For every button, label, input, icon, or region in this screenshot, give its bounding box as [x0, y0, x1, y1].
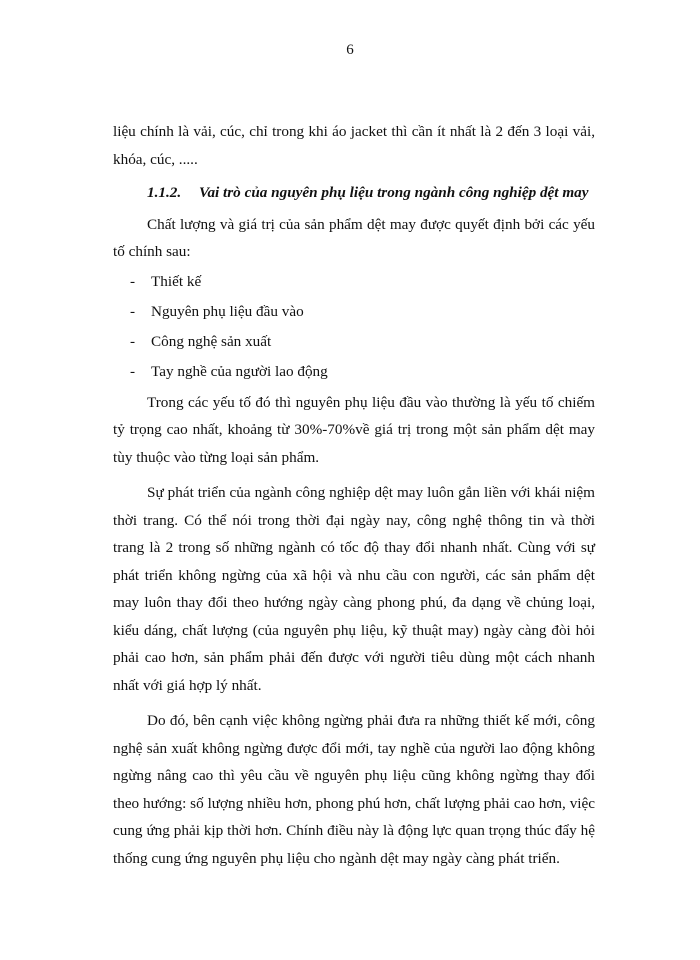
bullet-dash: - — [130, 332, 136, 350]
section-heading — [113, 179, 595, 207]
list-item-text: Nguyên phụ liệu đầu vào — [151, 302, 304, 320]
bullet-dash: - — [130, 302, 136, 320]
bullet-dash: - — [130, 272, 136, 290]
list-item — [113, 327, 595, 357]
list-item — [113, 357, 595, 387]
factor-list — [113, 267, 595, 387]
body-paragraph: Trong các yếu tố đó thì nguyên phụ liệu đầu vào thường là yếu tố chiếm tỷ trọng cao nhất, khoảng từ 30%-70%về giá trị trong một sản phẩm dệt may tùy thuộc vào từng loại sản phẩm. — [113, 393, 595, 466]
list-item-text: Tay nghề của người lao động — [151, 362, 328, 380]
continuation-paragraph: liệu chính là vải, cúc, chỉ trong khi áo jacket thì cần ít nhất là 2 đến 3 loại vải, khóa, cúc, ..... — [113, 123, 595, 168]
list-item-text: Thiết kế — [151, 272, 202, 290]
body-paragraph: Sự phát triển của ngành công nghiệp dệt may luôn gắn liền với khái niệm thời trang. Có thể nói trong thời đại ngày nay, công nghệ thông tin và thời trang là 2 trong số những ngành có tốc độ thay đổi nhanh nhất. Cùng với sự phát triển không ngừng của xã hội và nhu cầu con người, các sản phẩm dệt may luôn thay đổi theo hướng ngày càng phong phú, đa dạng về chủng loại, kiểu dáng, chất lượng (của nguyên phụ liệu, kỹ thuật may) ngày càng đòi hỏi phải cao hơn, sản phẩm phải đến được với người tiêu dùng một cách nhanh nhất với giá hợp lý nhất. — [113, 484, 595, 694]
list-item — [113, 297, 595, 327]
section-title: Vai trò của nguyên phụ liệu trong ngành công nghiệp dệt may — [199, 184, 589, 201]
list-item — [113, 267, 595, 297]
page-number: 6 — [346, 42, 354, 58]
bullet-dash: - — [130, 362, 136, 380]
list-item-text: Công nghệ sản xuất — [151, 332, 272, 350]
intro-paragraph: Chất lượng và giá trị của sản phẩm dệt may được quyết định bởi các yếu tố chính sau: — [113, 215, 595, 260]
page-content — [113, 118, 595, 872]
body-paragraph: Do đó, bên cạnh việc không ngừng phải đưa ra những thiết kế mới, công nghệ sản xuất không ngừng được đổi mới, tay nghề của người lao động không ngừng nâng cao thì yêu cầu về nguyên phụ liệu cũng không ngừng thay đổi theo hướng: số lượng nhiều hơn, phong phú hơn, chất lượng phải cao hơn, việc cung ứng phải kịp thời hơn. Chính điều này là động lực quan trọng thúc đẩy hệ thống cung ứng nguyên phụ liệu cho ngành dệt may ngày càng phát triển. — [113, 712, 595, 867]
section-number: 1.1.2. — [147, 184, 182, 201]
